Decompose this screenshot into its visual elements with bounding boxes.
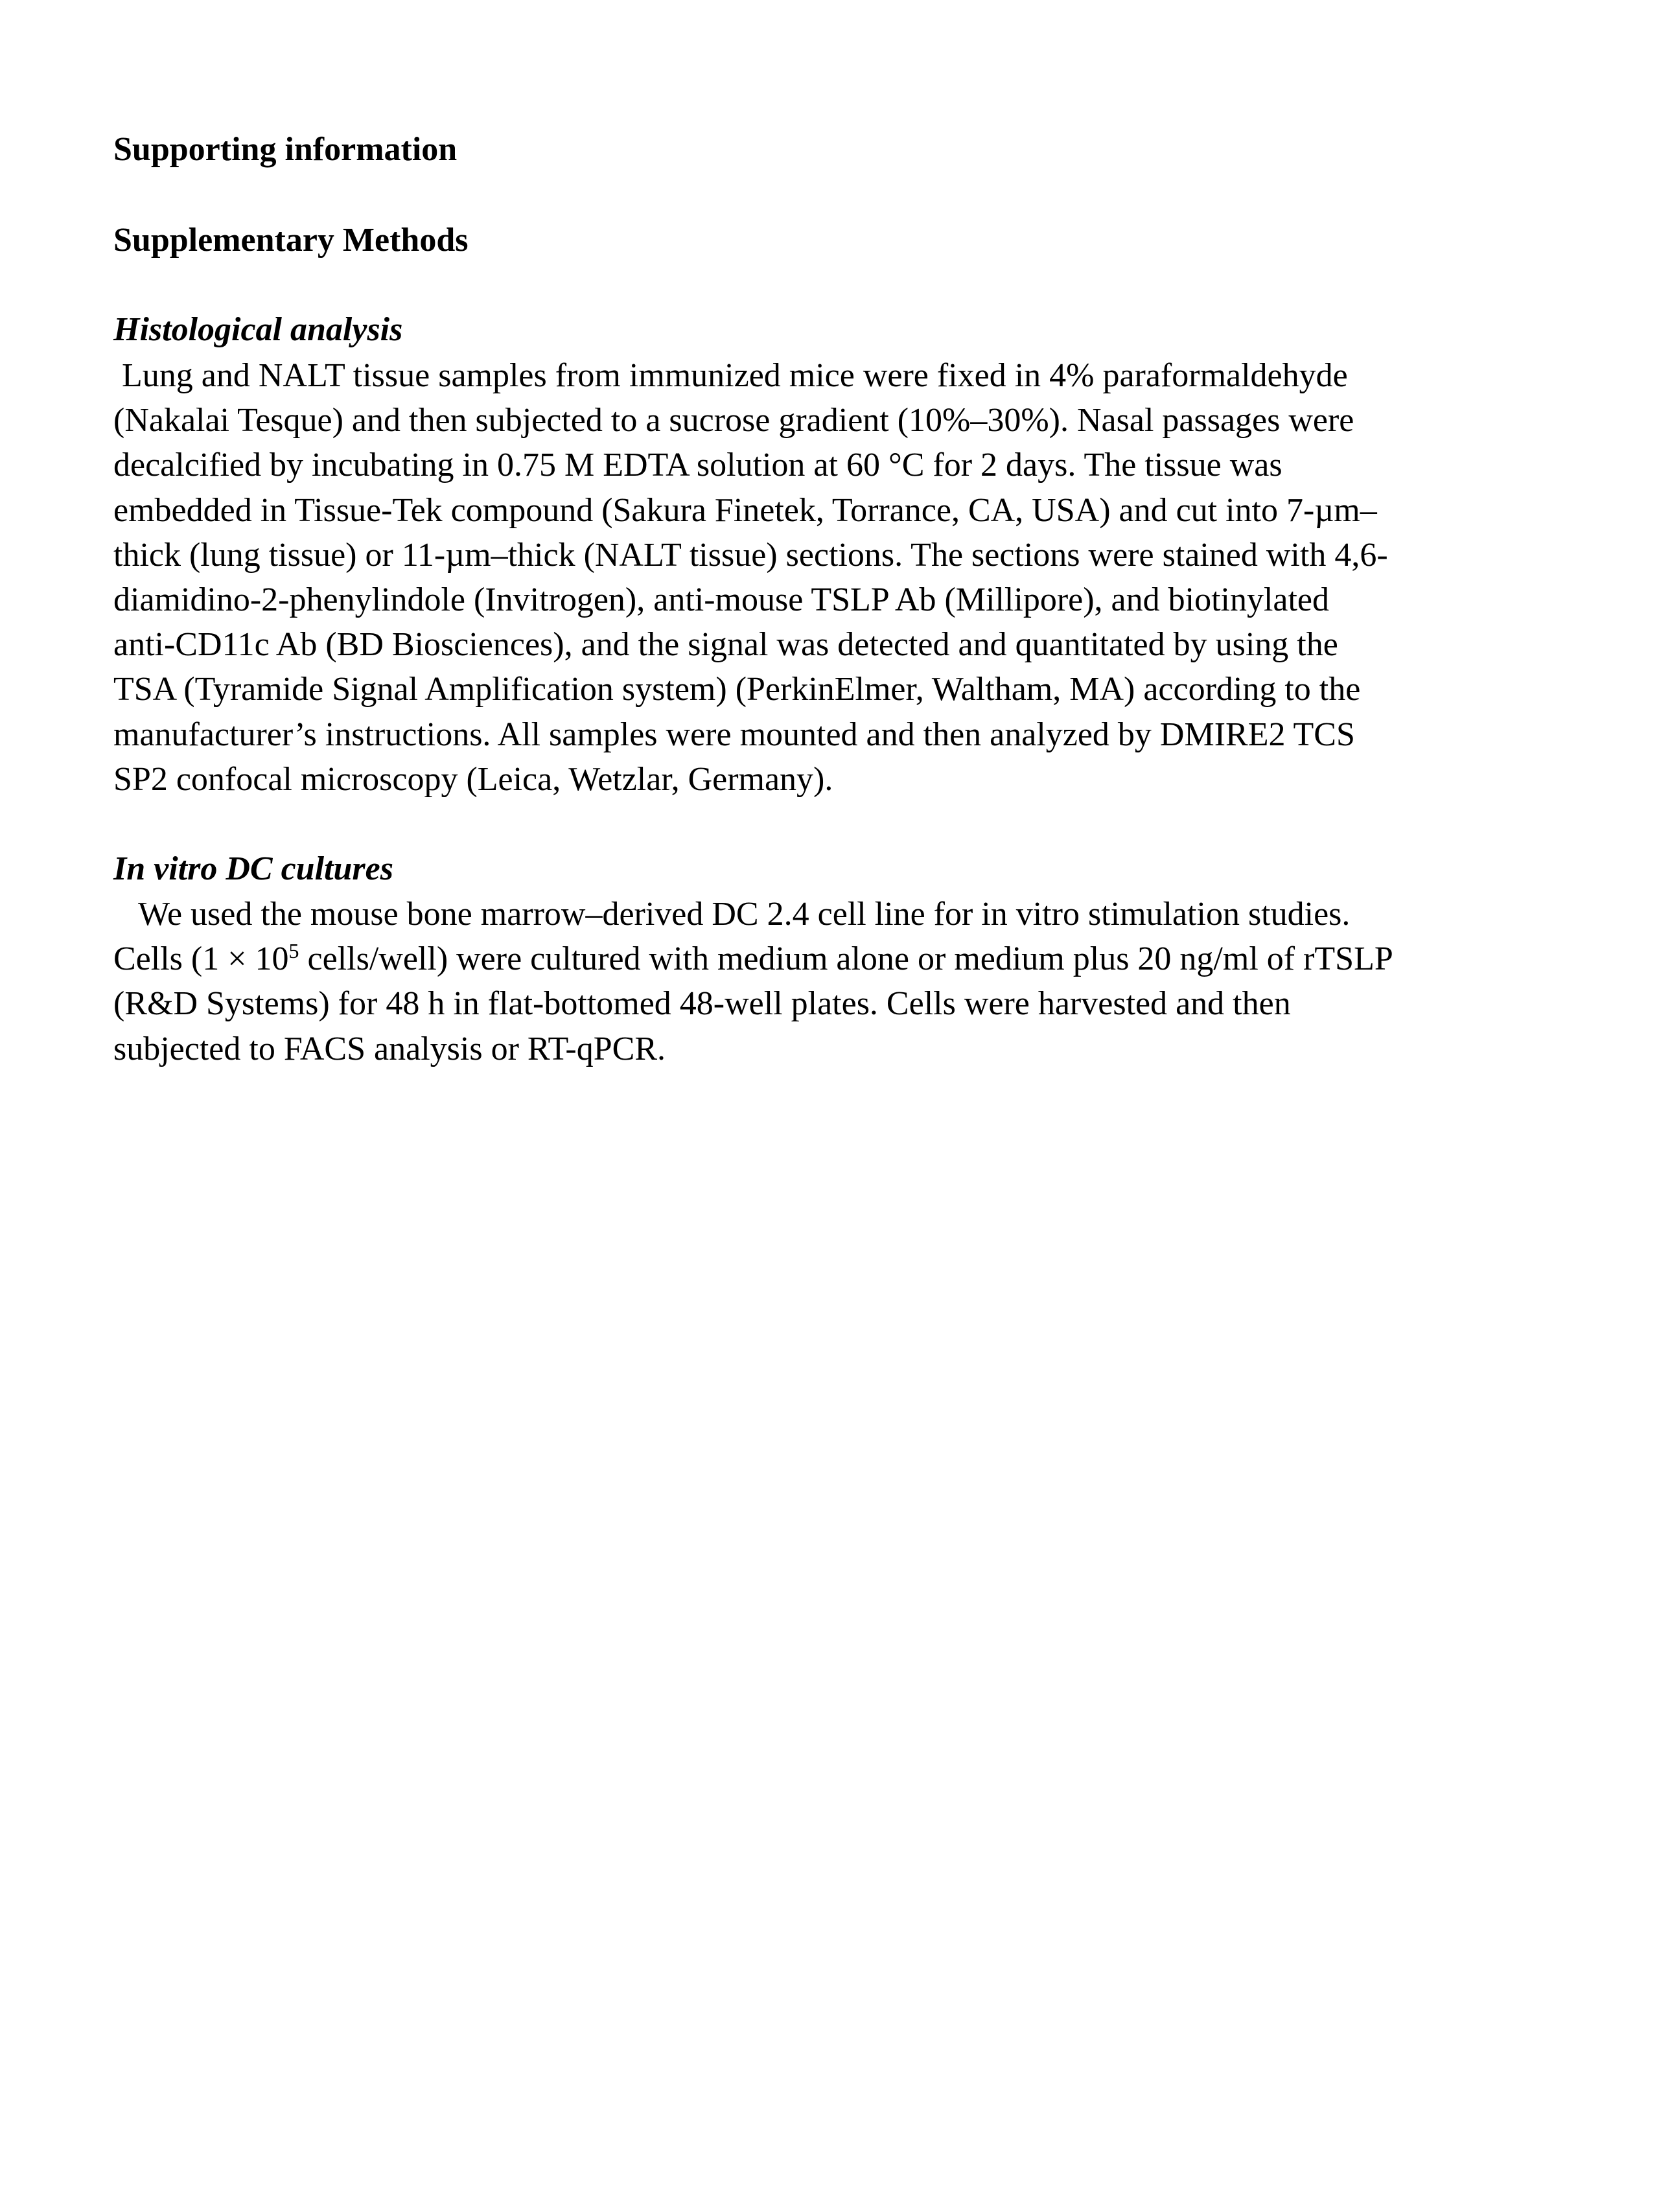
exponent-superscript: 5	[288, 939, 299, 963]
paragraph-line: subjected to FACS analysis or RT-qPCR.	[113, 1030, 666, 1067]
paragraph-line: SP2 confocal microscopy (Leica, Wetzlar, Germany).	[113, 760, 833, 798]
paragraph-line: (R&D Systems) for 48 h in flat-bottomed 48-well plates. Cells were harvested and then	[113, 985, 1291, 1023]
paragraph-line: TSA (Tyramide Signal Amplification system) (PerkinElmer, Waltham, MA) according to the	[113, 671, 1361, 708]
page-title: Supporting information	[113, 131, 458, 168]
paragraph-line: (Nakalai Tesque) and then subjected to a sucrose gradient (10%–30%). Nasal passages were	[113, 402, 1354, 439]
cell-count-prefix: Cells (1 × 10	[113, 940, 289, 978]
paragraph-line: manufacturer’s instructions. All samples were mounted and then analyzed by DMIRE2 TCS	[113, 716, 1355, 753]
paragraph-line: decalcified by incubating in 0.75 M EDTA solution at 60 °C for 2 days. The tissue was	[113, 447, 1282, 484]
subsection-heading-in-vitro-dc-cultures: In vitro DC cultures	[113, 850, 393, 887]
paragraph-line: thick (lung tissue) or 11-µm–thick (NALT tissue) sections. The sections were stained with 4,6-	[113, 536, 1388, 574]
paragraph-line: diamidino-2-phenylindole (Invitrogen), anti-mouse TSLP Ab (Millipore), and biotinylated	[113, 581, 1330, 619]
paragraph-in-vitro-dc-cultures	[113, 892, 1565, 1071]
paragraph-line: anti-CD11c Ab (BD Biosciences), and the signal was detected and quantitated by using the	[113, 626, 1338, 664]
paragraph-line: Lung and NALT tissue samples from immunized mice were fixed in 4% paraformaldehyde	[113, 357, 1348, 394]
paragraph-line-with-superscript	[113, 937, 1565, 981]
cell-count-remainder: cells/well) were cultured with medium alone or medium plus 20 ng/ml of rTSLP	[307, 940, 1393, 978]
paragraph-histological-analysis	[113, 353, 1565, 802]
section-title: Supplementary Methods	[113, 222, 469, 259]
subsection-heading-histological-analysis: Histological analysis	[113, 311, 403, 348]
paragraph-line: We used the mouse bone marrow–derived DC 2.4 cell line for in vitro stimulation studies.	[113, 896, 1351, 933]
paragraph-line: embedded in Tissue-Tek compound (Sakura Finetek, Torrance, CA, USA) and cut into 7-µm–	[113, 491, 1377, 529]
